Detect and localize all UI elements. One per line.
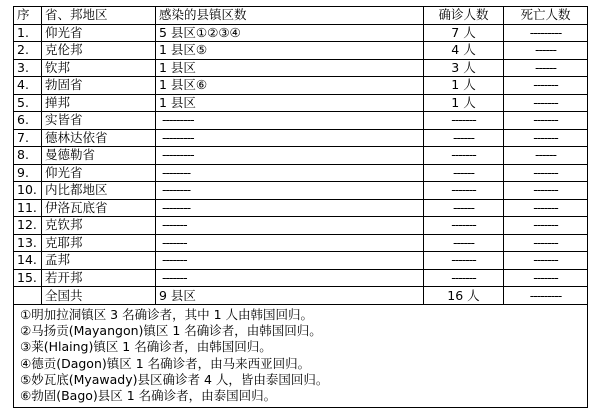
row-confirmed: ------ <box>424 129 504 147</box>
row-num: 14. <box>14 252 42 270</box>
row-region: 若开邦 <box>42 269 156 287</box>
total-confirmed: 16 人 <box>424 287 504 305</box>
header-region: 省、邦地区 <box>42 7 156 25</box>
row-region: 克伦邦 <box>42 42 156 60</box>
row-deaths: ------- <box>504 199 588 217</box>
row-counties: ------- <box>156 252 424 270</box>
table-row <box>14 164 588 182</box>
table-row <box>14 252 588 270</box>
row-deaths: ------- <box>504 94 588 112</box>
row-region: 克耶邦 <box>42 234 156 252</box>
total-label: 全国共 <box>42 287 156 305</box>
row-confirmed: ------- <box>424 182 504 200</box>
row-region: 掸邦 <box>42 94 156 112</box>
table-row <box>14 59 588 77</box>
row-region: 实皆省 <box>42 112 156 130</box>
row-deaths: ------- <box>504 112 588 130</box>
row-num: 8. <box>14 147 42 165</box>
row-counties: 1 县区⑤ <box>156 42 424 60</box>
row-confirmed: 1 人 <box>424 77 504 95</box>
row-deaths: ------ <box>504 59 588 77</box>
row-num: 2. <box>14 42 42 60</box>
row-confirmed: ------ <box>424 234 504 252</box>
row-counties: 1 县区 <box>156 94 424 112</box>
row-counties: -------- <box>156 199 424 217</box>
row-counties: -------- <box>156 182 424 200</box>
row-counties: ------- <box>156 217 424 235</box>
table-row <box>14 42 588 60</box>
row-region: 内比都地区 <box>42 182 156 200</box>
row-confirmed: ------- <box>424 252 504 270</box>
row-counties: 1 县区⑥ <box>156 77 424 95</box>
row-deaths: ------- <box>504 217 588 235</box>
header-deaths: 死亡人数 <box>504 7 588 25</box>
infection-stats-table <box>13 6 588 408</box>
row-num: 7. <box>14 129 42 147</box>
note-6: ⑥勃固(Bago)县区 1 名确诊者，由泰国回归。 <box>20 388 277 404</box>
total-deaths: --------- <box>504 287 588 305</box>
row-confirmed: ------- <box>424 217 504 235</box>
row-num: 5. <box>14 94 42 112</box>
row-confirmed: ------ <box>424 164 504 182</box>
row-deaths: ------- <box>504 182 588 200</box>
row-deaths: ------- <box>504 129 588 147</box>
row-counties: --------- <box>156 129 424 147</box>
row-deaths: ------- <box>504 269 588 287</box>
row-counties: --------- <box>156 112 424 130</box>
row-confirmed: 3 人 <box>424 59 504 77</box>
row-region: 孟邦 <box>42 252 156 270</box>
table-row <box>14 112 588 130</box>
row-deaths: ------- <box>504 77 588 95</box>
row-num: 11. <box>14 199 42 217</box>
row-confirmed: 4 人 <box>424 42 504 60</box>
table-row <box>14 217 588 235</box>
total-num-cell <box>14 287 42 305</box>
row-region: 钦邦 <box>42 59 156 77</box>
total-row <box>14 287 588 305</box>
table-row <box>14 24 588 42</box>
row-num: 1. <box>14 24 42 42</box>
row-num: 6. <box>14 112 42 130</box>
row-region: 伊洛瓦底省 <box>42 199 156 217</box>
header-num: 序 <box>14 7 42 25</box>
row-counties: ------- <box>156 234 424 252</box>
row-confirmed: ------ <box>424 199 504 217</box>
note-5: ⑤妙瓦底(Myawady)县区确诊者 4 人，皆由泰国回归。 <box>20 371 329 387</box>
row-counties: --------- <box>156 147 424 165</box>
row-region: 德林达依省 <box>42 129 156 147</box>
row-counties: 1 县区 <box>156 59 424 77</box>
row-num: 4. <box>14 77 42 95</box>
row-num: 9. <box>14 164 42 182</box>
row-deaths: ------- <box>504 252 588 270</box>
row-confirmed: ------- <box>424 147 504 165</box>
row-deaths: ------- <box>504 164 588 182</box>
row-region: 仰光省 <box>42 24 156 42</box>
row-counties: -------- <box>156 164 424 182</box>
table-row <box>14 199 588 217</box>
row-counties: 5 县区①②③④ <box>156 24 424 42</box>
table-row <box>14 94 588 112</box>
row-deaths: ------ <box>504 147 588 165</box>
row-region: 勃固省 <box>42 77 156 95</box>
row-num: 12. <box>14 217 42 235</box>
note-4: ④德贡(Dagon)镇区 1 名确诊者，由马来西亚回归。 <box>20 355 311 371</box>
row-deaths: ------- <box>504 234 588 252</box>
header-row <box>14 7 588 25</box>
note-1: ①明加拉洞镇区 3 名确诊者，其中 1 人由韩国回归。 <box>20 307 314 322</box>
table-row <box>14 269 588 287</box>
header-confirmed: 确诊人数 <box>424 7 504 25</box>
row-confirmed: ------- <box>424 269 504 287</box>
table-row <box>14 77 588 95</box>
note-3: ③莱(Hlaing)镇区 1 名确诊者，由韩国回归。 <box>20 339 272 355</box>
table-row <box>14 147 588 165</box>
row-confirmed: 1 人 <box>424 94 504 112</box>
row-counties: ------- <box>156 269 424 287</box>
row-deaths: --------- <box>504 24 588 42</box>
row-region: 曼德勒省 <box>42 147 156 165</box>
note-2: ②马扬贡(Mayangon)镇区 1 名确诊者，由韩国回归。 <box>20 323 322 339</box>
row-num: 15. <box>14 269 42 287</box>
row-num: 3. <box>14 59 42 77</box>
header-counties: 感染的县镇区数 <box>156 7 424 25</box>
row-deaths: ------ <box>504 42 588 60</box>
row-confirmed: ------- <box>424 112 504 130</box>
row-region: 仰光省 <box>42 164 156 182</box>
table-row <box>14 234 588 252</box>
table-row <box>14 129 588 147</box>
row-num: 10. <box>14 182 42 200</box>
total-counties: 9 县区 <box>156 287 424 305</box>
row-num: 13. <box>14 234 42 252</box>
notes-row <box>14 305 588 408</box>
row-region: 克钦邦 <box>42 217 156 235</box>
row-confirmed: 7 人 <box>424 24 504 42</box>
notes-cell <box>14 305 588 408</box>
table-row <box>14 182 588 200</box>
